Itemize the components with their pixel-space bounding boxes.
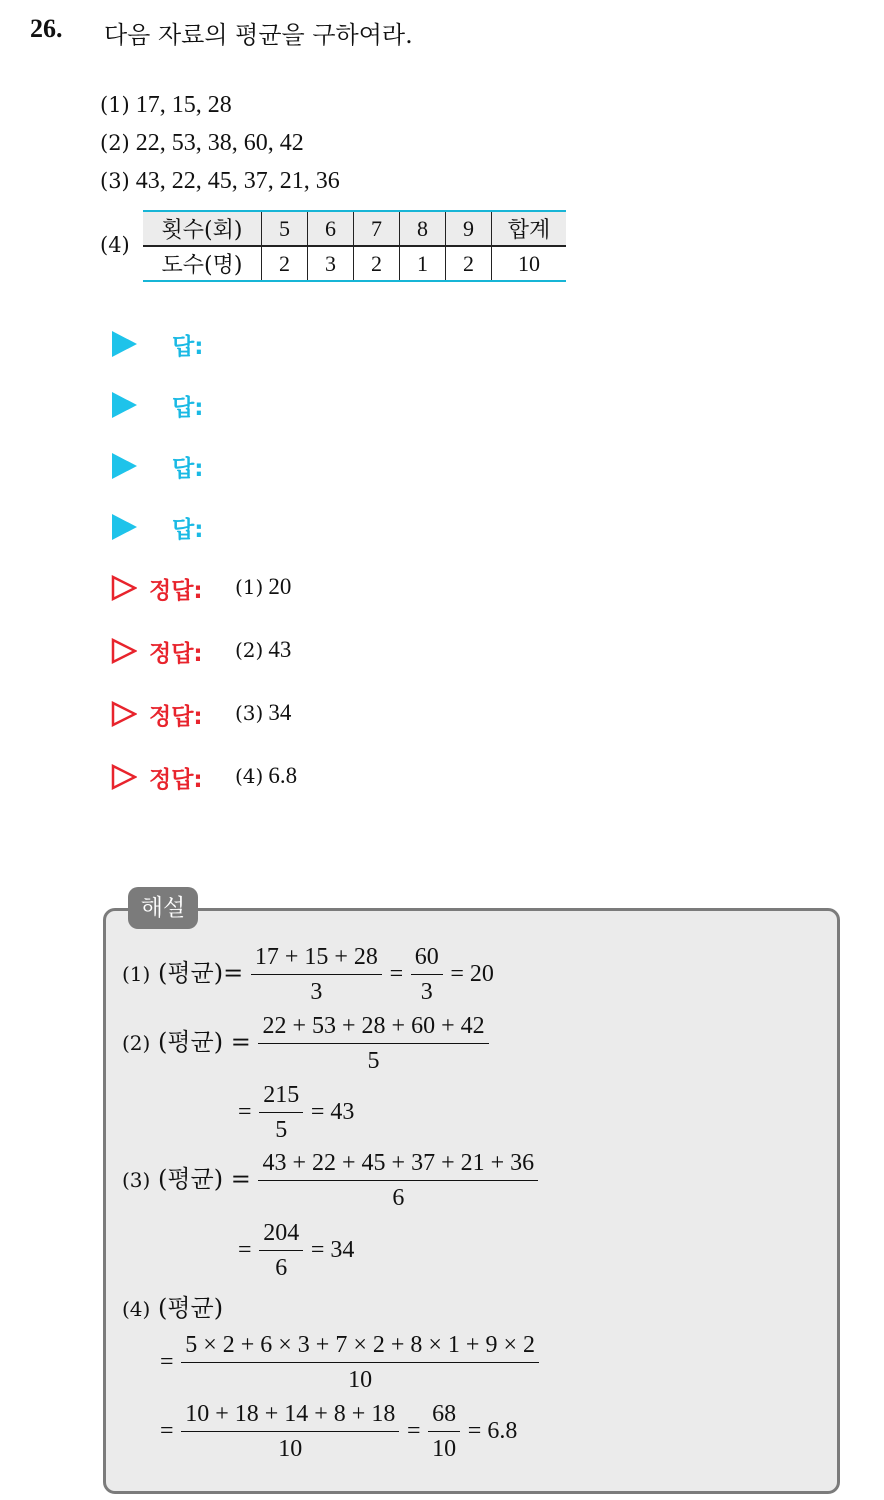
solution-2 bbox=[122, 1009, 489, 1078]
solution-result: = 6.8 bbox=[467, 1418, 518, 1444]
table-head: 도수(명) bbox=[143, 246, 262, 281]
arrow-icon bbox=[112, 331, 137, 357]
denominator: 5 bbox=[367, 1048, 380, 1074]
table-cell: 8 bbox=[400, 211, 446, 246]
numerator: 22 + 53 + 28 + 60 + 42 bbox=[258, 1009, 488, 1044]
numerator: 17 + 15 + 28 bbox=[251, 940, 382, 975]
table-cell: 7 bbox=[354, 211, 400, 246]
fraction bbox=[411, 940, 443, 1009]
fraction bbox=[259, 1216, 303, 1285]
question-number: 26. bbox=[30, 14, 63, 43]
table-total: 합계 bbox=[492, 211, 567, 246]
solution-2-line2 bbox=[238, 1078, 354, 1147]
equals-sign: = bbox=[389, 961, 404, 987]
correct-item-label: (1) bbox=[235, 575, 264, 599]
correct-item-value: 43 bbox=[268, 637, 292, 662]
solution-result: = 20 bbox=[450, 961, 494, 987]
solution-lhs: (평균) bbox=[157, 1294, 224, 1322]
fraction bbox=[428, 1397, 460, 1466]
solution-lhs: (평균) = bbox=[157, 1028, 251, 1056]
equals-sign: = bbox=[238, 1099, 252, 1125]
solution-label: (4) bbox=[122, 1297, 151, 1321]
arrow-icon bbox=[112, 392, 137, 418]
fraction bbox=[251, 940, 382, 1009]
fraction bbox=[258, 1146, 538, 1215]
table-cell: 2 bbox=[354, 246, 400, 281]
equals-sign: = bbox=[160, 1349, 174, 1375]
denominator: 6 bbox=[275, 1255, 288, 1281]
solution-4 bbox=[122, 1288, 223, 1323]
correct-label: 정답: bbox=[149, 641, 203, 667]
solution-result: = 43 bbox=[310, 1099, 355, 1125]
item-label: (2) bbox=[100, 131, 130, 155]
table-cell: 2 bbox=[446, 246, 492, 281]
item-value: 17, 15, 28 bbox=[135, 92, 232, 118]
table-cell: 5 bbox=[262, 211, 308, 246]
table-cell: 1 bbox=[400, 246, 446, 281]
solution-lhs: (평균) = bbox=[157, 1165, 251, 1193]
correct-label: 정답: bbox=[149, 578, 203, 604]
play-outline-icon bbox=[111, 701, 137, 727]
table-cell: 2 bbox=[262, 246, 308, 281]
fraction bbox=[258, 1009, 488, 1078]
equals-sign: = bbox=[406, 1418, 421, 1444]
answer-label: 답: bbox=[172, 517, 204, 543]
answer-label: 답: bbox=[172, 334, 204, 360]
numerator: 43 + 22 + 45 + 37 + 21 + 36 bbox=[258, 1146, 538, 1181]
fraction bbox=[181, 1397, 399, 1466]
answer-label: 답: bbox=[172, 456, 204, 482]
correct-item-value: 6.8 bbox=[268, 763, 298, 788]
solution-4-line2 bbox=[160, 1328, 539, 1397]
table-head: 횟수(회) bbox=[143, 211, 262, 246]
solution-label: (2) bbox=[122, 1031, 151, 1055]
frequency-table bbox=[143, 210, 566, 282]
table-cell: 6 bbox=[308, 211, 354, 246]
fraction bbox=[181, 1328, 539, 1397]
table-total: 10 bbox=[492, 246, 567, 281]
answer-label: 답: bbox=[172, 395, 204, 421]
arrow-icon bbox=[112, 453, 137, 479]
item-label: (1) bbox=[100, 93, 130, 117]
play-outline-icon bbox=[111, 575, 137, 601]
correct-label: 정답: bbox=[149, 767, 203, 793]
item-value: 43, 22, 45, 37, 21, 36 bbox=[135, 168, 340, 194]
denominator: 3 bbox=[310, 979, 323, 1005]
correct-value bbox=[235, 637, 291, 663]
numerator: 5 × 2 + 6 × 3 + 7 × 2 + 8 × 1 + 9 × 2 bbox=[181, 1328, 539, 1363]
play-outline-icon bbox=[111, 638, 137, 664]
item-4 bbox=[100, 230, 136, 258]
solution-result: = 34 bbox=[310, 1237, 355, 1263]
solution-3-line2 bbox=[238, 1216, 354, 1285]
solution-tag: 해설 bbox=[128, 887, 198, 929]
solution-3 bbox=[122, 1146, 538, 1215]
denominator: 10 bbox=[348, 1367, 373, 1393]
table-cell: 9 bbox=[446, 211, 492, 246]
item-3 bbox=[100, 166, 340, 195]
numerator: 204 bbox=[259, 1216, 303, 1251]
equals-sign: = bbox=[238, 1237, 252, 1263]
correct-item-value: 20 bbox=[268, 574, 292, 599]
item-2 bbox=[100, 128, 304, 157]
numerator: 60 bbox=[411, 940, 443, 975]
solution-label: (3) bbox=[122, 1168, 151, 1192]
correct-item-label: (2) bbox=[235, 638, 264, 662]
item-label: (3) bbox=[100, 169, 130, 193]
item-label: (4) bbox=[100, 233, 130, 257]
table-row bbox=[143, 211, 566, 246]
play-outline-icon bbox=[111, 764, 137, 790]
denominator: 6 bbox=[392, 1185, 405, 1211]
solution-lhs: (평균)= bbox=[157, 959, 244, 987]
arrow-icon bbox=[112, 514, 137, 540]
numerator: 10 + 18 + 14 + 8 + 18 bbox=[181, 1397, 399, 1432]
correct-value bbox=[235, 763, 297, 789]
denominator: 10 bbox=[278, 1436, 303, 1462]
denominator: 10 bbox=[432, 1436, 457, 1462]
denominator: 3 bbox=[420, 979, 433, 1005]
question-text: 다음 자료의 평균을 구하여라. bbox=[104, 21, 413, 49]
correct-value bbox=[235, 700, 291, 726]
item-value: 22, 53, 38, 60, 42 bbox=[135, 130, 304, 156]
numerator: 215 bbox=[259, 1078, 303, 1113]
numerator: 68 bbox=[428, 1397, 460, 1432]
equals-sign: = bbox=[160, 1418, 174, 1444]
table-cell: 3 bbox=[308, 246, 354, 281]
solution-label: (1) bbox=[122, 962, 151, 986]
correct-item-label: (4) bbox=[235, 764, 264, 788]
solution-1 bbox=[122, 940, 494, 1009]
fraction bbox=[259, 1078, 303, 1147]
solution-4-line3 bbox=[160, 1397, 517, 1466]
correct-value bbox=[235, 574, 291, 600]
item-1 bbox=[100, 90, 232, 119]
denominator: 5 bbox=[275, 1117, 288, 1143]
correct-item-value: 34 bbox=[268, 700, 292, 725]
correct-item-label: (3) bbox=[235, 701, 264, 725]
correct-label: 정답: bbox=[149, 704, 203, 730]
table-row bbox=[143, 246, 566, 281]
